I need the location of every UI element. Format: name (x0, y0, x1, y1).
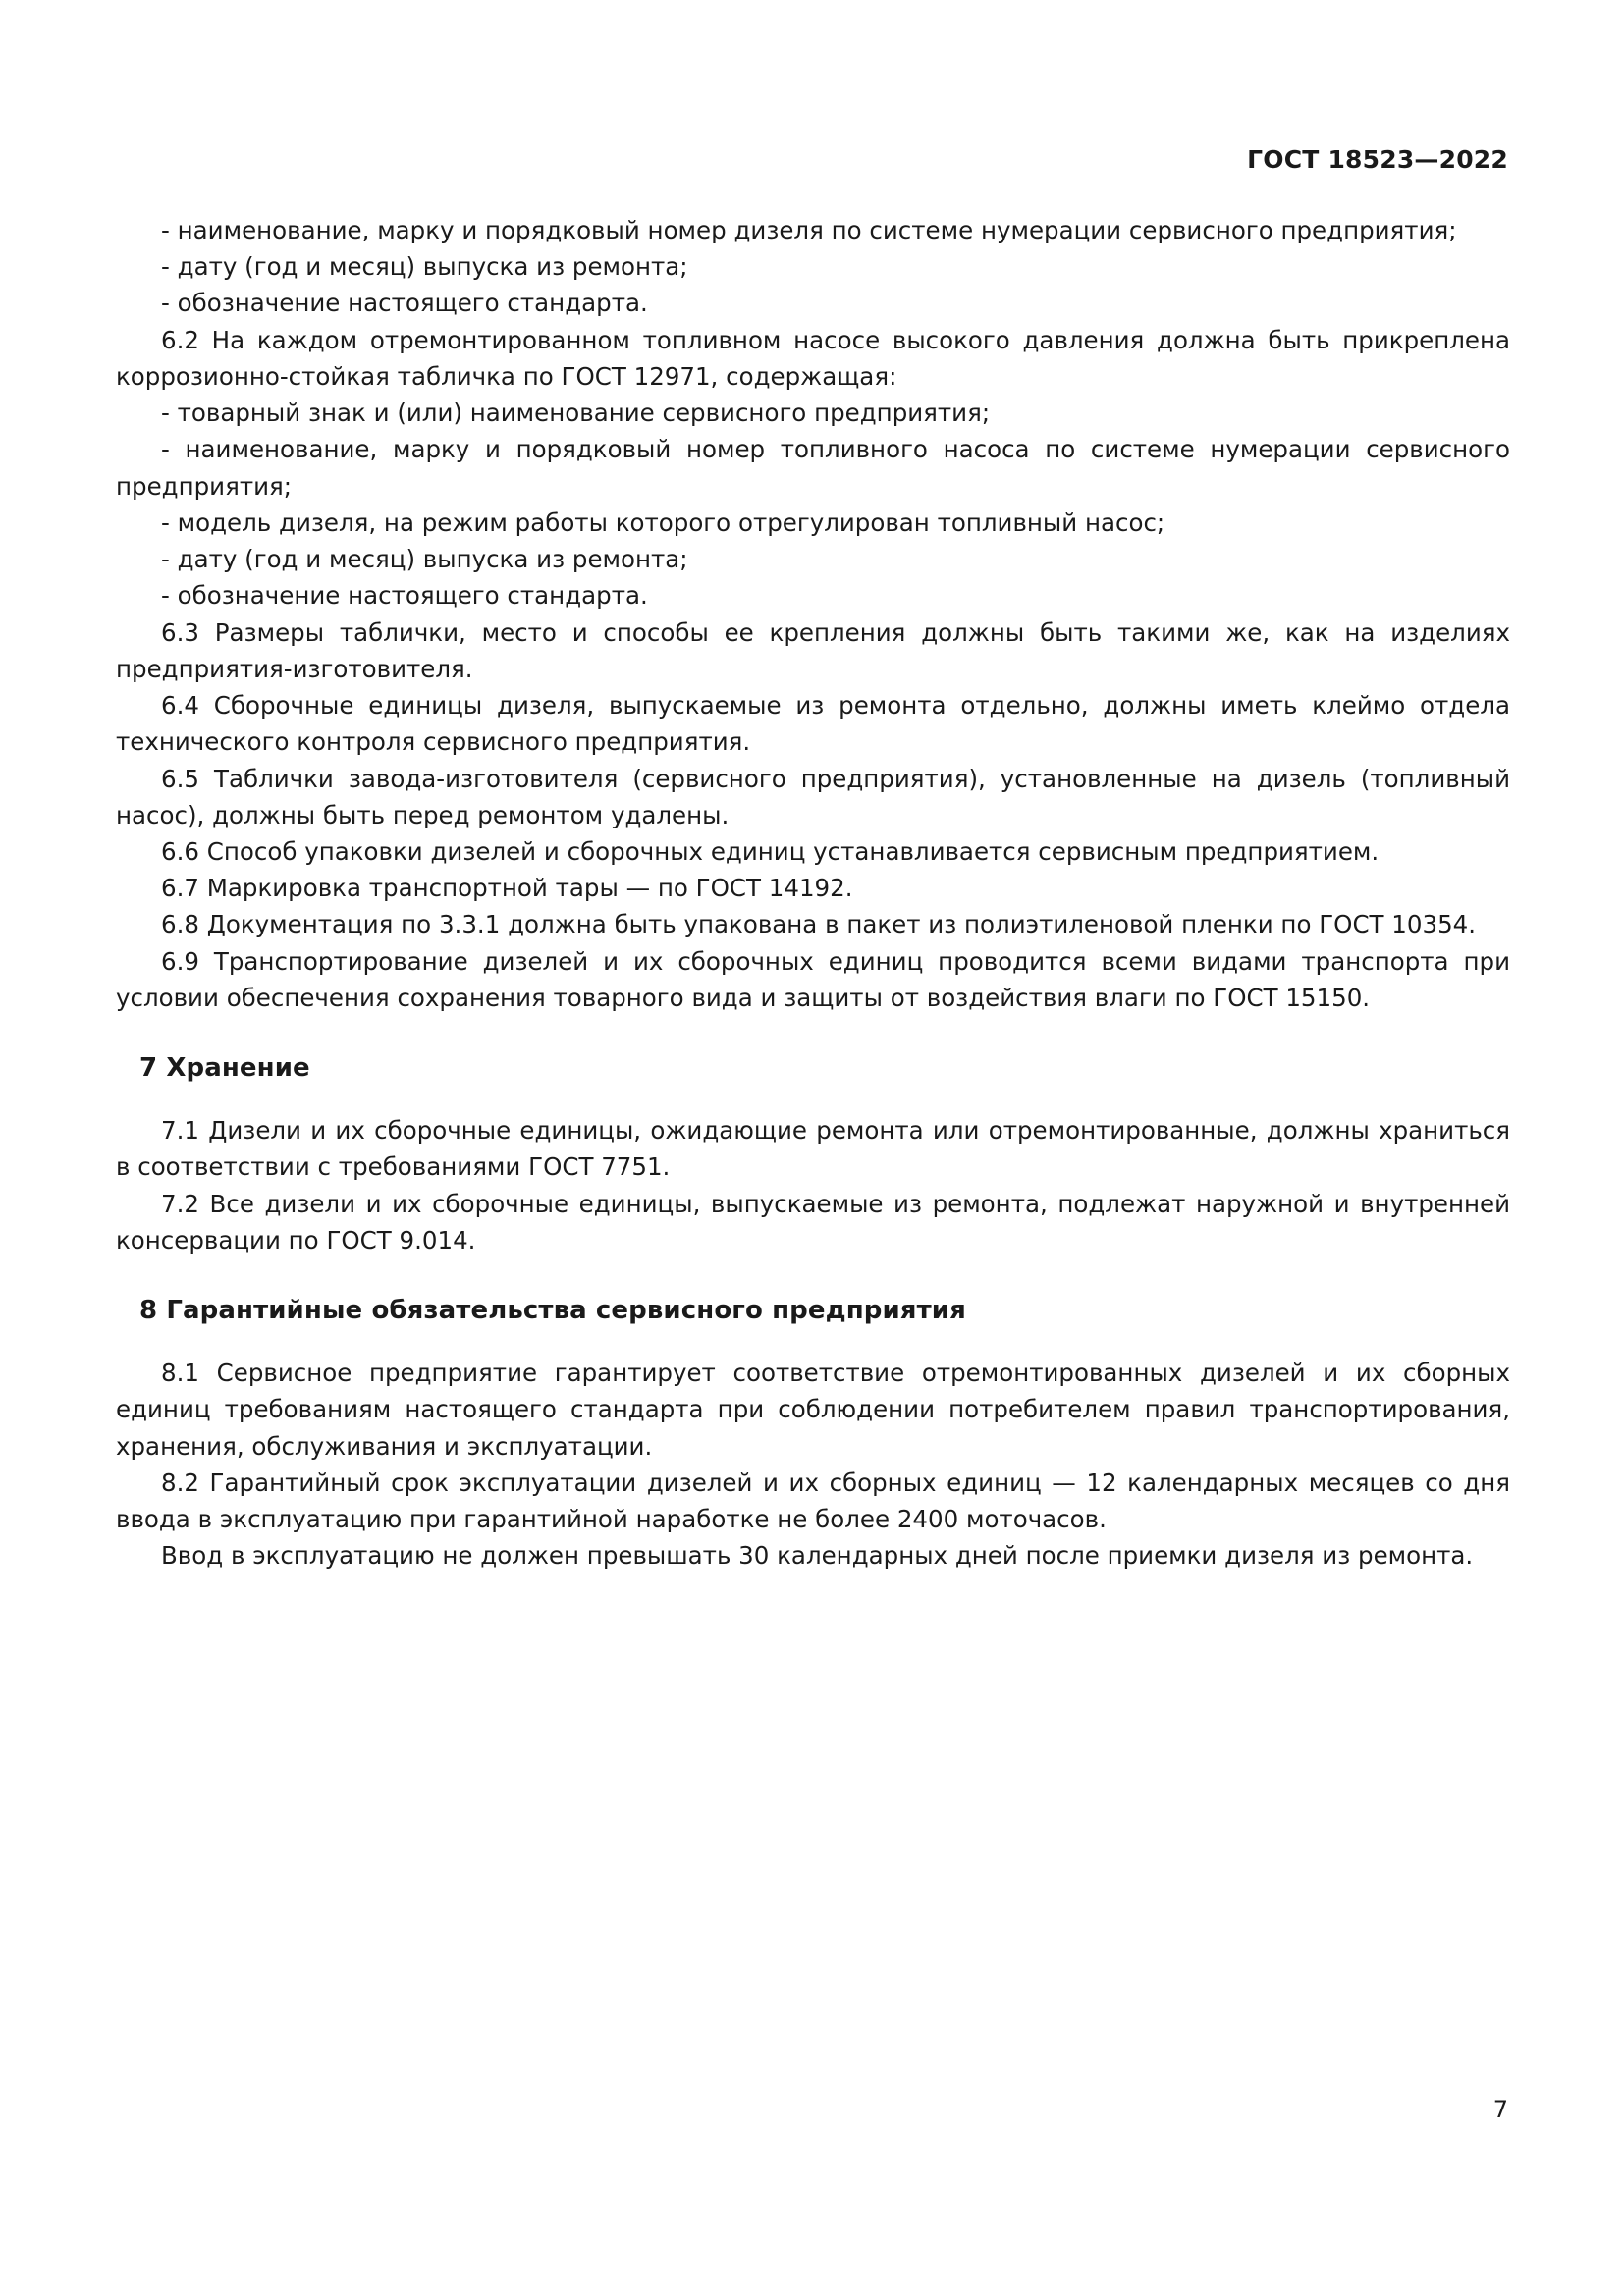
paragraph: - наименование, марку и порядковый номер дизеля по системе нумерации сервисного предприятия; (161, 216, 1457, 244)
page-content (116, 212, 1510, 1575)
paragraph: 6.4 Сборочные единицы дизеля, выпускаемые из ремонта отдельно, должны иметь клеймо отдела технического контроля сервисного предприятия. (116, 691, 1510, 757)
paragraph: - товарный знак и (или) наименование сервисного предприятия; (161, 399, 991, 428)
paragraph: 6.5 Таблички завода-изготовителя (сервисного предприятия), установленные на дизель (топливный насос), должны быть перед ремонтом удалены. (116, 764, 1510, 829)
paragraph: - обозначение настоящего стандарта. (161, 289, 648, 318)
paragraph: 8.1 Сервисное предприятие гарантирует соответствие отремонтированных дизелей и их сборных единиц требованиям настоящего стандарта при соблюдении потребителем правил транспортирования, хранения, обслуживания и эксплуатации. (116, 1359, 1510, 1461)
paragraph: 7.1 Дизели и их сборочные единицы, ожидающие ремонта или отремонтированные, должны храниться в соответствии с требованиями ГОСТ 7751. (116, 1116, 1510, 1182)
paragraph: 8.2 Гарантийный срок эксплуатации дизелей и их сборных единиц — 12 календарных месяцев со дня ввода в эксплуатацию при гарантийной наработке не более 2400 моточасов. (116, 1468, 1510, 1534)
paragraph: - наименование, марку и порядковый номер топливного насоса по системе нумерации сервисного предприятия; (116, 435, 1510, 501)
paragraph: 7.2 Все дизели и их сборочные единицы, выпускаемые из ремонта, подлежат наружной и внутренней консервации по ГОСТ 9.014. (116, 1189, 1510, 1255)
paragraph: 6.3 Размеры таблички, место и способы ее крепления должны быть такими же, как на изделиях предприятия-изготовителя. (116, 617, 1510, 683)
paragraph: - дату (год и месяц) выпуска из ремонта; (161, 545, 688, 574)
paragraph: 6.7 Маркировка транспортной тары — по ГОСТ 14192. (161, 874, 853, 903)
paragraph: 6.9 Транспортирование дизелей и их сборочных единиц проводится всеми видами транспорта при условии обеспечения сохранения товарного вида и защиты от воздействия влаги по ГОСТ 15150. (116, 946, 1510, 1012)
paragraph: 6.2 На каждом отремонтированном топливном насосе высокого давления должна быть прикреплена коррозионно-стойкая табличка по ГОСТ 12971, содержащая: (116, 325, 1510, 391)
page-number: 7 (1492, 2096, 1508, 2123)
section-heading-7: 7 Хранение (139, 1053, 310, 1084)
paragraph: - модель дизеля, на режим работы которого отрегулирован топливный насос; (161, 507, 1165, 537)
page-header-standard-code: ГОСТ 18523—2022 (1247, 145, 1508, 174)
paragraph: Ввод в эксплуатацию не должен превышать 30 календарных дней после приемки дизеля из ремонта. (161, 1541, 1474, 1571)
section-heading-8: 8 Гарантийные обязательства сервисного предприятия (139, 1296, 966, 1326)
paragraph: 6.6 Способ упаковки дизелей и сборочных единиц устанавливается сервисным предприятием. (161, 836, 1380, 866)
paragraph: - обозначение настоящего стандарта. (161, 581, 648, 611)
paragraph: 6.8 Документация по 3.3.1 должна быть упакована в пакет из полиэтиленовой пленки по ГОСТ 10354. (161, 910, 1477, 939)
paragraph: - дату (год и месяц) выпуска из ремонта; (161, 252, 688, 282)
